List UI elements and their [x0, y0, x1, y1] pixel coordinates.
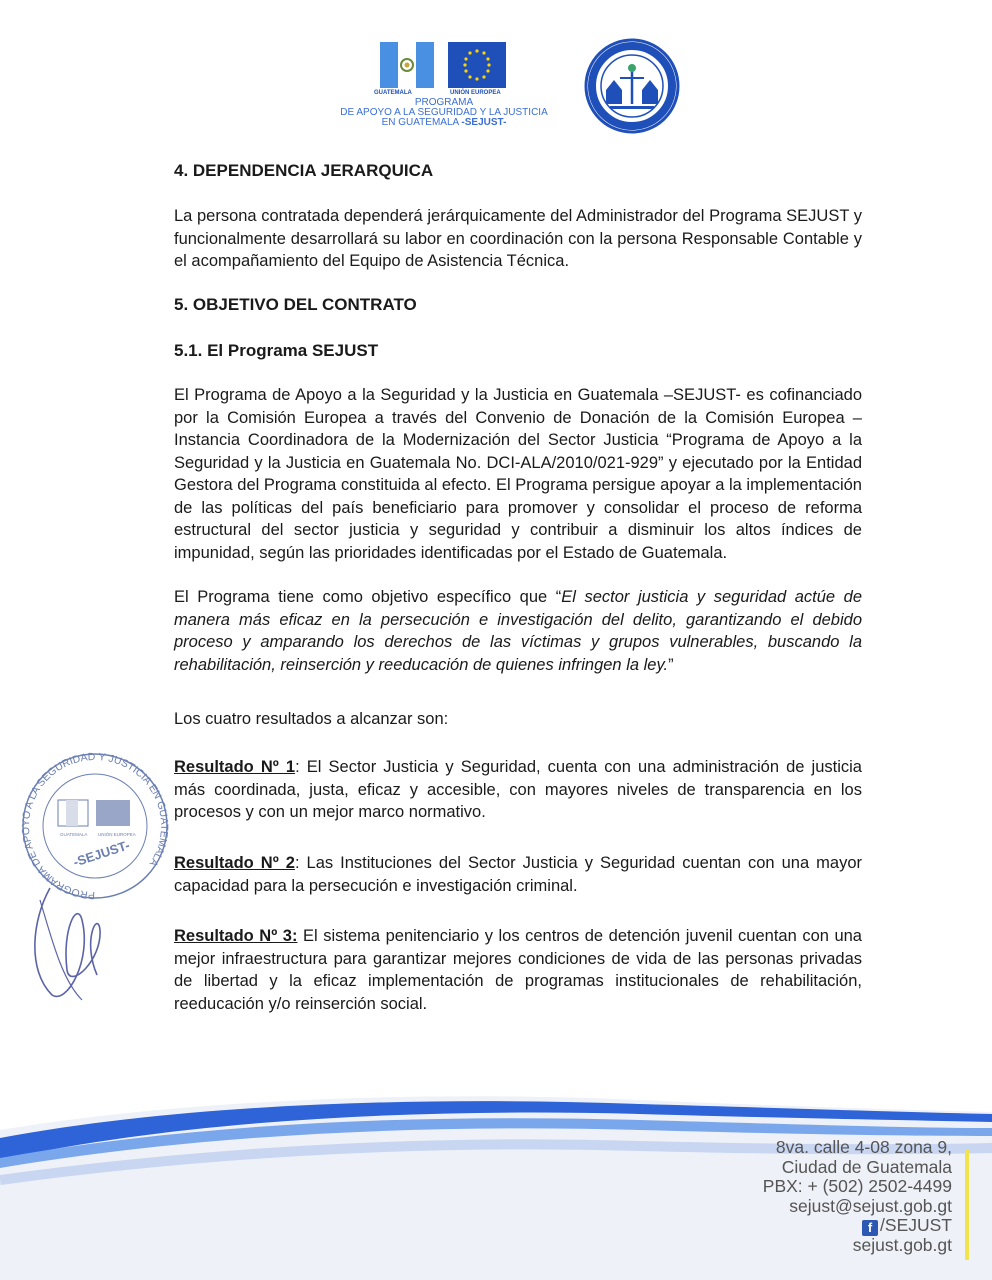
svg-text:UNIÓN EUROPEA: UNIÓN EUROPEA	[98, 832, 136, 837]
email-link[interactable]: sejust@sejust.gob.gt	[789, 1195, 952, 1216]
address-line-1: 8va. calle 4-08 zona 9,	[775, 1137, 952, 1157]
letterhead	[330, 38, 690, 158]
result-2-label: Resultado Nº 2	[174, 854, 295, 872]
result-3-label: Resultado Nº 3:	[174, 927, 298, 945]
program-line-3: EN GUATEMALA -SEJUST-	[381, 117, 507, 128]
svg-text:PROGRAMA DE APOYO A LA SEGURID: PROGRAMA DE APOYO A LA SEGURIDAD Y JUSTICIA EN GUATEMALA	[20, 750, 170, 902]
svg-text:-SEJUST-: -SEJUST-	[71, 837, 132, 870]
result-1: Resultado Nº 1: El Sector Justicia y Seguridad, cuenta con una administración de justicia más coordinada, justa, eficaz y accesible, con mayores niveles de transparencia en los procesos y con un mejor marco normativo.	[174, 758, 862, 821]
facebook-icon: f	[862, 1220, 878, 1236]
guatemala-flag-icon	[380, 42, 434, 88]
eu-flag-icon	[448, 42, 506, 88]
result-1-label: Resultado Nº 1	[174, 758, 296, 776]
website-link[interactable]: sejust.gob.gt	[852, 1235, 952, 1255]
section-5-title: 5. OBJETIVO DEL CONTRATO	[174, 295, 417, 314]
signature	[22, 880, 132, 1010]
guatemala-label: GUATEMALA	[374, 90, 412, 96]
program-name	[330, 98, 558, 128]
program-line-1: PROGRAMA	[414, 97, 474, 108]
address-line-2: Ciudad de Guatemala	[781, 1156, 952, 1177]
result-2: Resultado Nº 2: Las Instituciones del Sector Justicia y Seguridad cuentan con una mayor capacidad para la persecución e investigación criminal.	[174, 854, 862, 895]
phone: PBX: + (502) 2502-4499	[762, 1176, 952, 1196]
program-line-2: DE APOYO A LA SEGURIDAD Y LA JUSTICIA	[340, 107, 548, 118]
section-4-title: 4. DEPENDENCIA JERARQUICA	[174, 161, 434, 180]
results-intro: Los cuatro resultados a alcanzar son:	[174, 710, 449, 728]
svg-text:GUATEMALA: GUATEMALA	[60, 832, 88, 837]
footer-contact	[763, 1138, 952, 1256]
icms-seal-icon	[584, 38, 680, 134]
facebook-link[interactable]: f /SEJUST	[763, 1216, 952, 1236]
program-objective: El Programa tiene como objetivo específico que “El sector justicia y seguridad actúe de manera más eficaz en la persecución e investigación del delito, garantizando el debido proceso y amparando los derechos de las víctimas y grupos vulnerables, buscando la rehabilitación, reinserción y reeducación de quienes infringen la ley.”	[174, 588, 862, 674]
result-3: Resultado Nº 3: El sistema penitenciario y los centros de detención juvenil cuentan con una mejor infraestructura para garantizar mejores condiciones de vida de las personas privadas de libertad y la eficaz implementación de programas institucionales de rehabilitación, reeducación y/o reinserción social.	[174, 927, 862, 1013]
section-5-1-title: 5.1. El Programa SEJUST	[174, 341, 379, 360]
eu-label: UNIÓN EUROPEA	[450, 90, 501, 96]
footer-accent-bar	[965, 1150, 969, 1260]
section-4-text: La persona contratada dependerá jerárquicamente del Administrador del Programa SEJUST y funcionalmente desarrollará su labor en coordinación con la persona Responsable Contable y el acompañamiento del Equipo de Asistencia Técnica.	[174, 207, 862, 270]
program-description: El Programa de Apoyo a la Seguridad y la Justicia en Guatemala –SEJUST- es cofinanciado por la Comisión Europea a través del Convenio de Donación de la Comisión Europea – Instancia Coordinadora de la Modernización del Sector Justicia “Programa de Apoyo a la Seguridad y la Justicia en Guatemala No. DCI-ALA/2010/021-929” y ejecutado por la Entidad Gestora del Programa constituida al efecto. El Programa persigue apoyar a la implementación de las políticas del país beneficiario para promover y consolidar el proceso de reforma estructural del sector justicia y seguridad y contribuir a disminuir los altos índices de impunidad, según las prioridades identificadas por el Estado de Guatemala.	[174, 386, 862, 562]
